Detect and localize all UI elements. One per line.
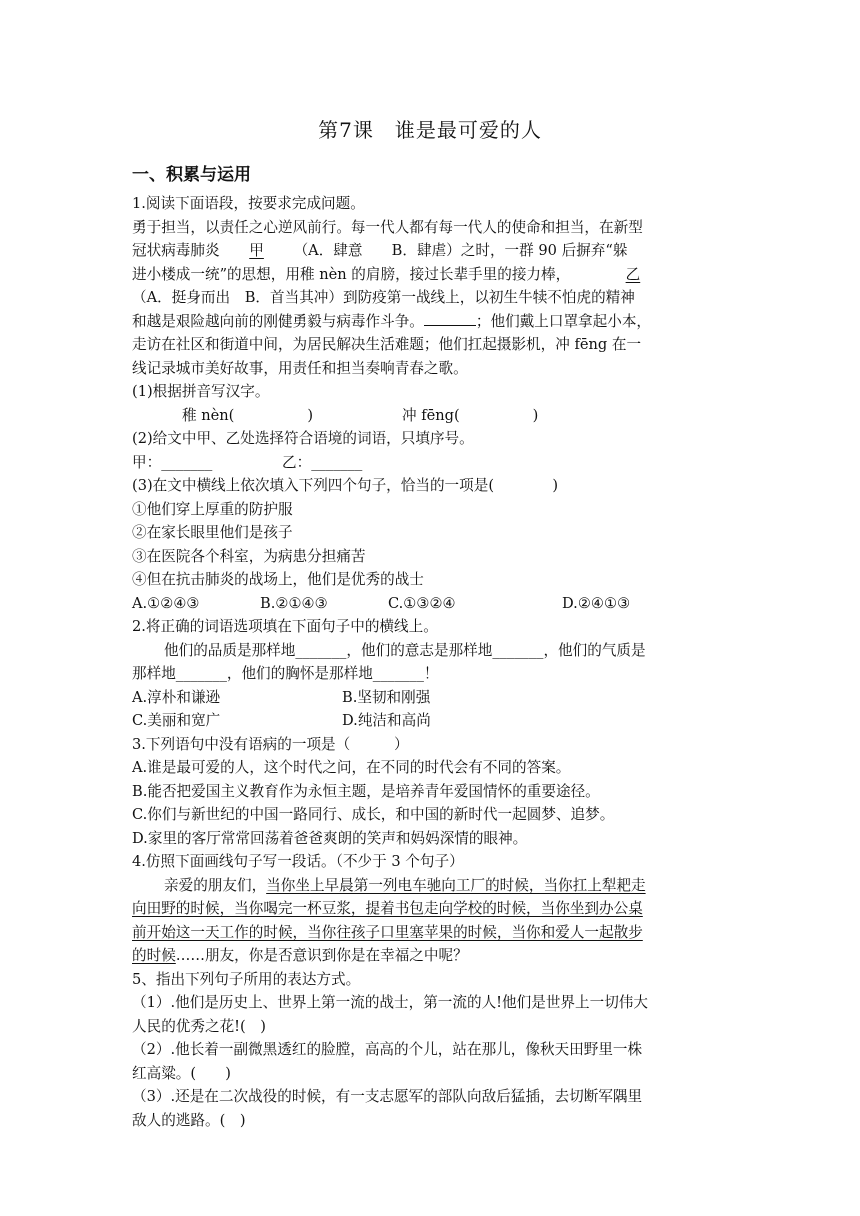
pinyin-nen[interactable]: 稚 nèn( ) (182, 406, 314, 424)
choice-c[interactable]: C.你们与新世纪的中国一路同行、成长，和中国的新时代一起圆梦、追梦。 (132, 806, 615, 823)
underlined-sentence: 向田野的时候，当你喝完一杯豆浆，提着书包走向学校的时候，当你坐到办公桌 (132, 900, 643, 917)
sentence-option: ②在家长眼里他们是孩子 (132, 524, 293, 541)
q4-line (132, 874, 732, 898)
blank-jia[interactable]: 甲 (249, 242, 264, 259)
choice-c[interactable]: C.①③②④ (388, 594, 456, 612)
choice-d[interactable]: D.家里的客厅常常回荡着爸爸爽朗的笑声和妈妈深情的眼神。 (132, 829, 528, 847)
pinyin-feng[interactable]: 冲 fēng( ) (402, 406, 539, 424)
answer-blank[interactable] (424, 310, 476, 326)
passage-line: 勇于担当，以责任之心逆风前行。每一代人都有每一代人的使命和担当，在新型 (132, 218, 643, 236)
q3-stem: 3.下列语句中没有语病的一项是（ ） (132, 735, 409, 753)
q4-text: ……朋友，你是否意识到你是在幸福之中呢？ (175, 947, 468, 964)
section-heading: 一、积累与运用 (132, 165, 251, 185)
q4-line (132, 944, 732, 968)
passage-line (132, 310, 732, 334)
q1-sub3: (3)在文中横线上依次填入下列四个句子，恰当的一项是( ) (132, 477, 559, 494)
q5-item: （1）.他们是历史上、世界上第一流的战士，第一流的人!他们是世界上一切伟大 (132, 994, 648, 1011)
pinyin-row (132, 404, 732, 428)
choice-row (132, 686, 732, 710)
choice-a[interactable]: A.淳朴和谦逊 (132, 688, 221, 706)
passage-text: 进小楼成一统”的思想，用稚 nèn 的肩膀，接过长辈手里的接力棒， (132, 265, 571, 283)
q1-stem: 1.阅读下面语段，按要求完成问题。 (132, 195, 365, 212)
q5-item: 敌人的逃路。( ) (132, 1111, 246, 1129)
passage-text: ；他们戴上口罩拿起小本， (475, 312, 652, 330)
passage-line (132, 263, 732, 287)
sentence-option: ④但在抗击肺炎的战场上，他们是优秀的战士 (132, 571, 424, 588)
passage-text: 冠状病毒肺炎 (132, 242, 220, 259)
passage-text: 和越是艰险越向前的刚健勇毅与病毒作斗争。 (132, 312, 424, 330)
q4-stem: 4.仿照下面画线句子写一段话。（不少于 3 个句子） (132, 853, 464, 870)
choice-a[interactable]: A.谁是最可爱的人，这个时代之问，在不同的时代会有不同的答案。 (132, 759, 571, 776)
answer-yi[interactable]: 乙：_______ (282, 453, 363, 471)
passage-line: （A．挺身而出 B．首当其冲）到防疫第一战线上，以初生牛犊不怕虎的精神 (132, 289, 635, 306)
q4-text: 亲爱的朋友们， (164, 876, 267, 894)
blank-yi[interactable]: 乙 (625, 265, 641, 283)
choice-b[interactable]: B.能否把爱国主义教育作为永恒主题，是培养青年爱国情怀的重要途径。 (132, 782, 600, 800)
answer-row (132, 451, 732, 475)
choice-d[interactable]: D.纯洁和高尚 (342, 712, 431, 729)
q5-stem: 5、指出下列句子所用的表达方式。 (132, 970, 361, 988)
passage-line: 线记录城市美好故事，用责任和担当奏响青春之歌。 (132, 359, 468, 377)
q5-item: 红高粱。( ) (132, 1064, 231, 1082)
underlined-sentence: 的时候 (132, 947, 176, 964)
q2-line: 那样地_______，他们的胸怀是那样地_______！ (132, 665, 439, 682)
q1-sub1: (1)根据拼音写汉字。 (132, 383, 270, 400)
q1-sub2: (2)给文中甲、乙处选择符合语境的词语，只填序号。 (132, 430, 474, 447)
question-content (132, 192, 732, 1132)
page-title: 第7课 谁是最可爱的人 (318, 118, 542, 142)
choice-d[interactable]: D.②④①③ (562, 594, 631, 612)
q5-item: （3）.还是在二次战役的时候，有一支志愿军的部队向敌后猛插，去切断军隅里 (132, 1088, 643, 1105)
passage-line: 走访在社区和街道中间，为居民解决生活难题；他们扛起摄影机，冲 fēng 在一 (132, 336, 642, 353)
underlined-sentence: 当你坐上早晨第一列电车驰向工厂的时候，当你扛上犁耙走 (266, 876, 646, 894)
choice-c[interactable]: C.美丽和宽广 (132, 712, 221, 729)
answer-jia[interactable]: 甲：_______ (132, 453, 213, 471)
sentence-option: ①他们穿上厚重的防护服 (132, 500, 293, 518)
choice-row (132, 709, 732, 733)
choice-b[interactable]: B.②①④③ (260, 594, 328, 612)
sentence-option: ③在医院各个科室，为病患分担痛苦 (132, 547, 366, 565)
choice-b[interactable]: B.坚韧和刚强 (342, 688, 431, 706)
passage-text: （A．肆意 B．肆虐）之时，一群 90 后摒弃“躲 (293, 242, 628, 259)
passage-line (132, 239, 732, 263)
underlined-sentence: 前开始这一天工作的时候，当你往孩子口里塞苹果的时候，当你和爱人一起散步 (132, 923, 643, 941)
q2-line: 他们的品质是那样地_______，他们的意志是那样地_______，他们的气质是 (164, 641, 646, 659)
q5-item: （2）.他长着一副微黑透红的脸膛，高高的个儿，站在那儿，像秋天田野里一株 (132, 1041, 643, 1058)
choice-a[interactable]: A.①②④③ (132, 594, 200, 612)
choice-row (132, 592, 732, 616)
q5-item: 人民的优秀之花!( ) (132, 1017, 267, 1035)
q2-stem: 2.将正确的词语选项填在下面句子中的横线上。 (132, 618, 438, 635)
